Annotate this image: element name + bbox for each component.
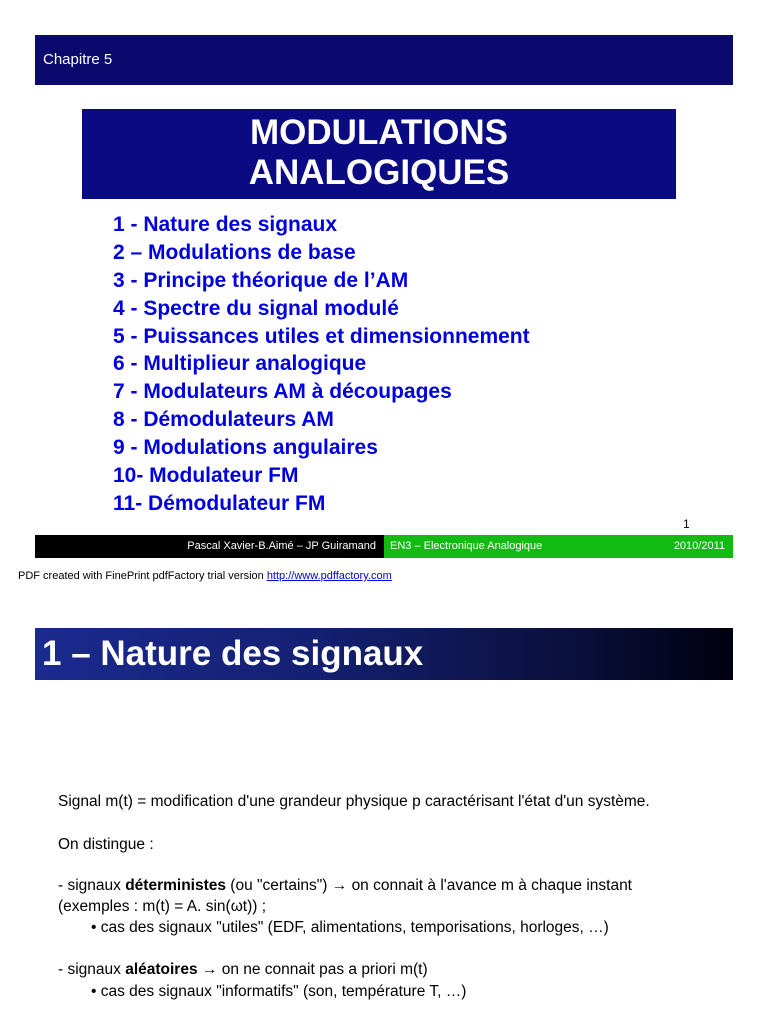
deterministic-example: (exemples : m(t) = A. sin(ωt)) ; [58,898,267,915]
footer-authors: Pascal Xavier-B.Aimé – JP Guiramand [35,535,384,558]
random-prefix: - signaux [58,961,126,978]
table-of-contents [113,211,530,518]
deterministic-line [58,877,632,895]
deterministic-prefix: - signaux [58,877,126,894]
slide-title [82,109,676,199]
title-line-2: ANALOGIQUES [248,153,510,192]
random-bullet: • cas des signaux "informatifs" (son, température T, …) [91,983,467,1000]
pdf-note-text: PDF created with FinePrint pdfFactory trial version [18,570,267,582]
chapter-header [35,35,733,85]
toc-item: 1 - Nature des signaux [113,213,338,236]
signal-definition: Signal m(t) = modification d'une grandeur physique p caractérisant l'état d'un système. [58,793,650,810]
distinguish-intro: On distingue : [58,836,154,853]
section-title: 1 – Nature des signaux [42,634,424,673]
toc-item: 2 – Modulations de base [113,240,356,264]
toc-item: 5 - Puissances utiles et dimensionnement [113,324,530,348]
toc-item: 9 - Modulations angulaires [113,436,378,460]
pdf-factory-link[interactable]: http://www.pdffactory.com [266,570,392,582]
toc-item: 8 - Démodulateurs AM [113,408,334,432]
section-title-bar [35,628,733,680]
deterministic-desc: (ou "certains") → on connait à l'avance m à chaque instant [226,877,632,894]
toc-item: 7 - Modulateurs AM à découpages [113,380,452,404]
toc-item: 11- Démodulateur FM [113,491,326,515]
page-number: 1 [683,517,690,531]
footer-year: 2010/2011 [595,535,733,558]
random-line [58,961,428,979]
toc-item: 6 - Multiplieur analogique [113,352,367,376]
toc-item: 3 - Principe théorique de l’AM [113,268,409,292]
toc-item: 4 - Spectre du signal modulé [113,296,399,320]
footer-course: EN3 – Electronique Analogique [384,535,595,558]
random-desc: → on ne connait pas a priori m(t) [197,961,428,978]
pdf-factory-note [18,570,392,582]
chapter-label: Chapitre 5 [43,51,113,68]
random-term: aléatoires [125,961,198,978]
title-line-1: MODULATIONS [250,113,508,152]
toc-item: 10- Modulateur FM [113,464,299,488]
deterministic-bullet: • cas des signaux "utiles" (EDF, alimentations, temporisations, horloges, …) [91,919,609,936]
deterministic-term: déterministes [125,877,226,894]
slide-footer [35,535,733,558]
